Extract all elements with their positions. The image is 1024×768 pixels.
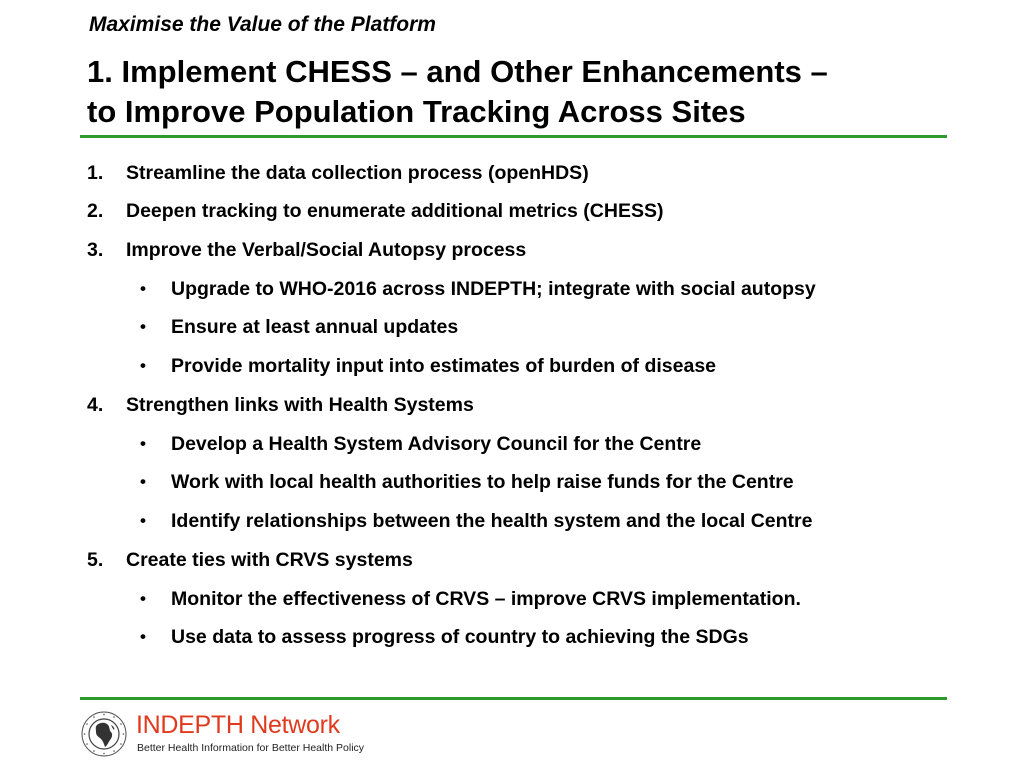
item-text: Strengthen links with Health Systems (126, 394, 474, 416)
item-number: 3. (87, 239, 104, 261)
brand-name: INDEPTH Network (136, 711, 340, 739)
item-text: Provide mortality input into estimates of burden of disease (171, 355, 717, 377)
item-number: 4. (87, 394, 104, 416)
bullet-icon: • (140, 589, 146, 608)
item-text: Identify relationships between the health system and the local Centre (171, 510, 813, 532)
globe-seal-icon (81, 711, 127, 757)
bullet-icon: • (140, 472, 146, 491)
bullet-icon: • (140, 511, 146, 530)
slide-subtitle: Maximise the Value of the Platform (89, 13, 436, 36)
footer-divider (80, 697, 947, 700)
item-text: Use data to assess progress of country to achieving the SDGs (171, 626, 749, 648)
bullet-icon: • (140, 627, 146, 646)
bullet-icon: • (140, 434, 146, 453)
bullet-icon: • (140, 356, 146, 375)
item-number: 1. (87, 162, 104, 184)
slide-title (87, 52, 967, 132)
item-text: Develop a Health System Advisory Council for the Centre (171, 433, 702, 455)
bullet-icon: • (140, 279, 146, 298)
title-line-1: 1. Implement CHESS – and Other Enhancements – (87, 54, 828, 89)
item-text: Upgrade to WHO-2016 across INDEPTH; integrate with social autopsy (171, 278, 816, 300)
item-text: Improve the Verbal/Social Autopsy process (126, 239, 527, 261)
item-text: Deepen tracking to enumerate additional metrics (CHESS) (126, 200, 664, 222)
header-divider (80, 135, 947, 138)
item-text: Monitor the effectiveness of CRVS – improve CRVS implementation. (171, 588, 801, 610)
bullet-icon: • (140, 317, 146, 336)
title-line-2: to Improve Population Tracking Across Sites (87, 94, 746, 129)
item-text: Streamline the data collection process (openHDS) (126, 162, 589, 184)
item-text: Work with local health authorities to help raise funds for the Centre (171, 471, 794, 493)
item-number: 5. (87, 549, 104, 571)
item-number: 2. (87, 200, 104, 222)
brand-tagline: Better Health Information for Better Health Policy (137, 742, 365, 754)
item-text: Create ties with CRVS systems (126, 549, 413, 571)
item-text: Ensure at least annual updates (171, 316, 459, 338)
